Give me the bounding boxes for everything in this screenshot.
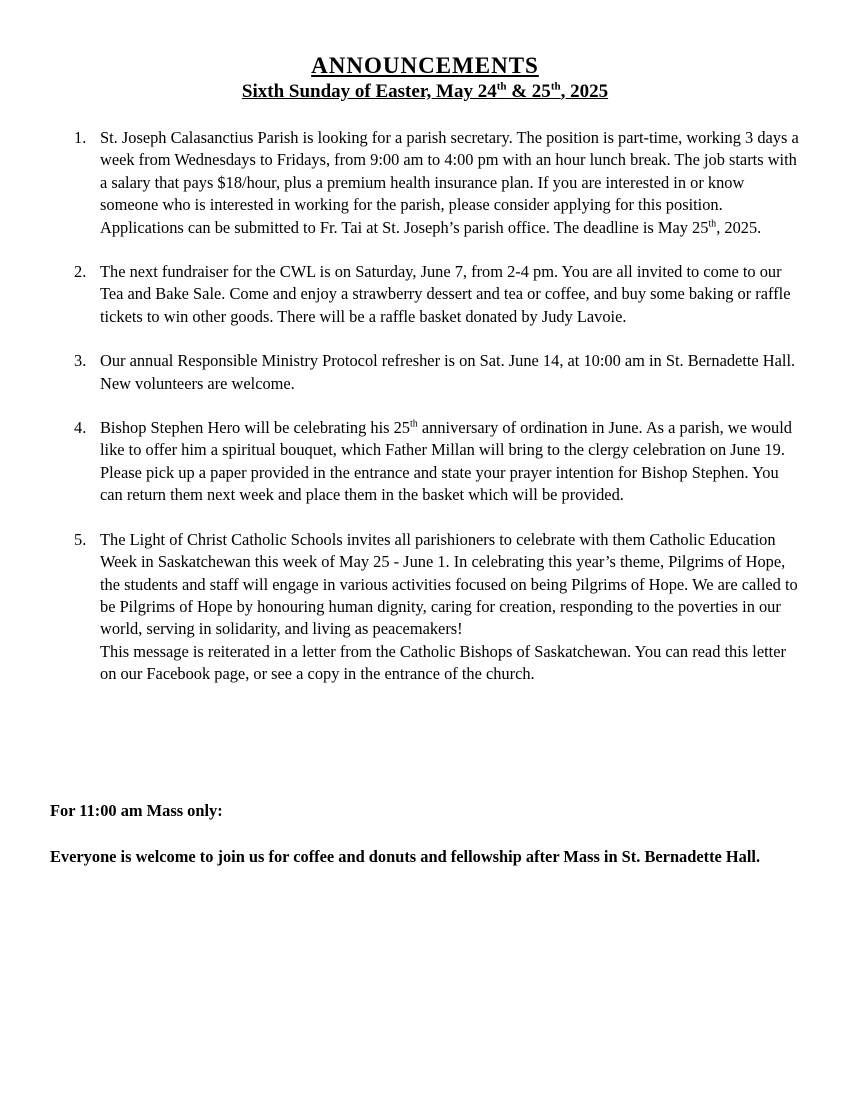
item-superscript: th	[708, 218, 717, 230]
page-title: ANNOUNCEMENTS	[311, 53, 539, 78]
item-number: 3.	[74, 351, 87, 371]
page-subtitle	[0, 80, 850, 104]
item-text: The next fundraiser for the CWL is on Saturday, June 7, from 2-4 pm. You are all invited to come to our Tea and Bake Sale. Come and enjoy a strawberry dessert and tea or coffee, and buy some baking or raffle tickets to win other goods. There will be a raffle basket donated by Judy Lavoie.	[100, 262, 791, 326]
item-number: 4.	[74, 418, 87, 438]
subtitle-text: , 2025	[560, 81, 609, 102]
item-text-part: Bishop Stephen Hero will be celebrating his 25	[100, 418, 410, 438]
subtitle-text: & 25	[506, 81, 551, 102]
item-number: 1.	[74, 128, 87, 147]
announcement-item	[74, 261, 804, 328]
item-number: 5.	[74, 529, 87, 549]
fellowship-notice: Everyone is welcome to join us for coffee and donuts and fellowship after Mass in St. Bernadette Hall.	[50, 847, 761, 866]
announcement-list	[74, 127, 804, 708]
subtitle-superscript: th	[550, 80, 561, 93]
item-text	[100, 418, 792, 504]
announcement-item	[74, 417, 804, 507]
item-number: 2.	[74, 262, 87, 282]
item-text-part: This message is reiterated in a letter from the Catholic Bishops of Saskatchewan. You can read this letter on our Facebook page, or see a copy in the entrance of the church.	[100, 641, 786, 684]
mass-heading: For 11:00 am Mass only:	[50, 801, 223, 820]
subtitle-text: Sixth Sunday of Easter, May 24	[241, 81, 497, 102]
item-text-part: The Light of Christ Catholic Schools invites all parishioners to celebrate with them Catholic Education Week in Saskatchewan this week of May 25 - June 1. In celebrating this year’s theme, Pilgrims of Hope, the students and staff will engage in various activities focused on being Pilgrims of Hope. We are called to be Pilgrims of Hope by honouring human dignity, caring for creation, responding to the poverties in our world, serving in solidarity, and living as peacemakers!	[100, 529, 798, 639]
item-text-part: , 2025.	[716, 217, 762, 237]
item-text-part: St. Joseph Calasanctius Parish is looking for a parish secretary. The position is part-time, working 3 days a week from Wednesdays to Fridays, from 9:00 am to 4:00 pm with an hour lunch break. The job starts with a salary that pays $18/hour, plus a premium health insurance plan. If you are interested in or know someone who is interested in working for the parish, please consider applying for this position. Applications can be submitted to Fr. Tai at St. Joseph’s parish office. The deadline is May 25	[100, 128, 799, 237]
announcement-item	[74, 127, 804, 239]
item-text	[100, 128, 799, 237]
item-superscript: th	[410, 418, 418, 430]
item-text: Our annual Responsible Ministry Protocol refresher is on Sat. June 14, at 10:00 am in St. Bernadette Hall. New volunteers are welcome.	[100, 351, 796, 393]
announcement-item	[74, 529, 804, 686]
announcement-item	[74, 350, 804, 395]
item-text-part: anniversary of ordination in June. As a parish, we would like to offer him a spiritual bouquet, which Father Millan will bring to the clergy celebration on June 19. Please pick up a paper provided in the entrance and state your prayer intention for Bishop Stephen. You can return them next week and place them in the basket which will be provided.	[100, 418, 792, 505]
item-text	[100, 529, 804, 686]
subtitle-superscript: th	[496, 80, 507, 93]
